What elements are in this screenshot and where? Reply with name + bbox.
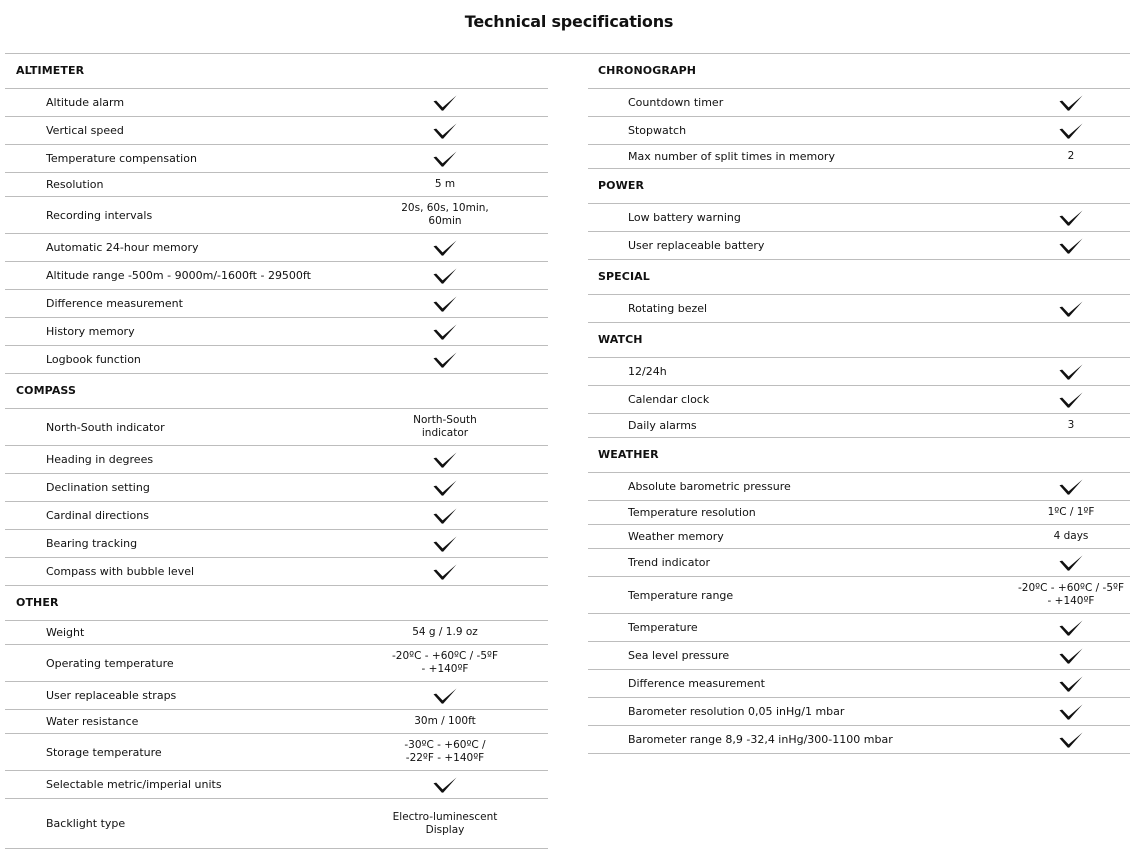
spec-row	[5, 346, 548, 374]
spec-value: 1ºC / 1ºF	[1047, 506, 1095, 518]
spec-value: 54 g / 1.9 oz	[412, 626, 478, 638]
spec-label: Daily alarms	[628, 419, 697, 432]
spec-value-check	[1016, 206, 1126, 230]
spec-label: Altitude alarm	[46, 96, 125, 109]
spec-value-check	[1016, 728, 1126, 752]
checkmark-icon	[433, 688, 457, 704]
spec-value: 4 days	[1053, 530, 1089, 542]
spec-row	[5, 771, 548, 799]
spec-label: Weight	[46, 626, 85, 639]
spec-row	[588, 358, 1130, 386]
spec-row	[5, 530, 548, 558]
spec-value-check	[390, 773, 500, 797]
checkmark-icon	[433, 95, 457, 111]
spec-value-check	[1016, 475, 1126, 499]
section-title: OTHER	[16, 595, 59, 609]
right-spec-column	[588, 54, 1130, 754]
left-spec-column	[5, 54, 548, 849]
spec-row	[588, 89, 1130, 117]
section-title: WEATHER	[598, 447, 659, 461]
checkmark-icon	[433, 240, 457, 256]
checkmark-icon	[433, 123, 457, 139]
spec-row	[5, 710, 548, 734]
spec-label: Resolution	[46, 178, 104, 191]
checkmark-icon	[433, 268, 457, 284]
checkmark-icon	[1059, 210, 1083, 226]
spec-row	[5, 234, 548, 262]
spec-label: Operating temperature	[46, 656, 174, 670]
spec-label: Recording intervals	[46, 208, 153, 222]
spec-row	[588, 525, 1130, 549]
spec-value: 30m / 100ft	[414, 715, 476, 727]
spec-value-check	[1016, 551, 1126, 575]
spec-row	[5, 89, 548, 117]
spec-value-check	[1016, 297, 1126, 321]
spec-value-check	[390, 684, 500, 708]
checkmark-icon	[1059, 238, 1083, 254]
spec-value-check	[390, 292, 500, 316]
checkmark-icon	[433, 480, 457, 496]
spec-row	[588, 414, 1130, 438]
spec-row	[5, 474, 548, 502]
spec-label: Heading in degrees	[46, 453, 154, 466]
spec-label: Vertical speed	[46, 124, 124, 137]
spec-label: Countdown timer	[628, 96, 724, 109]
spec-label: Barometer range 8,9 -32,4 inHg/300-1100 mbar	[628, 733, 893, 746]
section-header-weather	[588, 438, 1130, 473]
checkmark-icon	[1059, 555, 1083, 571]
checkmark-icon	[1059, 301, 1083, 317]
section-header-other	[5, 586, 548, 621]
spec-value: 5 m	[434, 178, 456, 190]
spec-label: Altitude range -500m - 9000m/-1600ft - 29500ft	[46, 269, 311, 282]
spec-value-check	[390, 320, 500, 344]
spec-row	[5, 290, 548, 318]
spec-row	[588, 642, 1130, 670]
spec-row	[5, 197, 548, 234]
spec-value-check	[390, 147, 500, 171]
spec-row	[5, 621, 548, 645]
spec-label: Difference measurement	[628, 677, 765, 690]
section-title: COMPASS	[16, 383, 76, 397]
spec-label: Barometer resolution 0,05 inHg/1 mbar	[628, 705, 845, 718]
spec-label: Bearing tracking	[46, 537, 138, 550]
spec-label: Rotating bezel	[628, 302, 708, 315]
spec-value-check	[390, 119, 500, 143]
spec-row	[588, 117, 1130, 145]
section-header-altimeter	[5, 54, 548, 89]
checkmark-icon	[1059, 648, 1083, 664]
checkmark-icon	[433, 536, 457, 552]
spec-row	[5, 262, 548, 290]
spec-label: Logbook function	[46, 353, 141, 366]
spec-value-check	[390, 560, 500, 584]
section-header-chronograph	[588, 54, 1130, 89]
checkmark-icon	[433, 151, 457, 167]
section-title: POWER	[598, 178, 645, 192]
spec-label: Storage temperature	[46, 745, 162, 759]
spec-row	[588, 295, 1130, 323]
spec-value: -30ºC - +60ºC / -22ºF - +140ºF	[404, 739, 486, 764]
checkmark-icon	[1059, 676, 1083, 692]
spec-value-check	[390, 91, 500, 115]
spec-value-check	[1016, 360, 1126, 384]
checkmark-icon	[433, 296, 457, 312]
spec-row	[588, 232, 1130, 260]
spec-row	[588, 501, 1130, 525]
spec-value: 20s, 60s, 10min, 60min	[401, 202, 489, 227]
spec-value-check	[390, 236, 500, 260]
spec-row	[5, 318, 548, 346]
spec-value-check	[390, 448, 500, 472]
spec-label: Max number of split times in memory	[628, 150, 835, 163]
spec-value-check	[1016, 672, 1126, 696]
spec-value: North-South indicator	[413, 414, 477, 439]
spec-label: Temperature	[628, 621, 698, 634]
checkmark-icon	[1059, 392, 1083, 408]
spec-label: Difference measurement	[46, 297, 183, 310]
spec-value: Electro-luminescent Display	[392, 810, 498, 836]
spec-label: History memory	[46, 325, 135, 338]
checkmark-icon	[1059, 123, 1083, 139]
checkmark-icon	[1059, 704, 1083, 720]
section-title: WATCH	[598, 332, 643, 346]
checkmark-icon	[1059, 732, 1083, 748]
spec-row	[5, 645, 548, 682]
spec-row	[588, 698, 1130, 726]
spec-value-check	[390, 504, 500, 528]
spec-row	[588, 386, 1130, 414]
spec-row	[5, 799, 548, 849]
spec-value-check	[390, 476, 500, 500]
checkmark-icon	[433, 564, 457, 580]
spec-value-check	[1016, 616, 1126, 640]
section-title: ALTIMETER	[16, 63, 85, 77]
spec-row	[5, 682, 548, 710]
spec-value-check	[1016, 700, 1126, 724]
spec-row	[5, 446, 548, 474]
spec-label: Temperature compensation	[46, 152, 197, 165]
spec-row	[5, 145, 548, 173]
spec-value-check	[390, 532, 500, 556]
spec-label: Water resistance	[46, 715, 139, 728]
section-header-special	[588, 260, 1130, 295]
page-title: Technical specifications	[464, 12, 674, 31]
spec-row	[588, 577, 1130, 614]
spec-row	[5, 173, 548, 197]
section-header-compass	[5, 374, 548, 409]
spec-label: Cardinal directions	[46, 509, 149, 522]
spec-label: 12/24h	[628, 365, 667, 378]
spec-label: Backlight type	[46, 817, 126, 830]
spec-row	[588, 726, 1130, 754]
section-title: CHRONOGRAPH	[598, 63, 697, 77]
checkmark-icon	[1059, 364, 1083, 380]
checkmark-icon	[433, 324, 457, 340]
spec-label: Selectable metric/imperial units	[46, 778, 222, 791]
spec-label: Declination setting	[46, 481, 150, 494]
checkmark-icon	[433, 452, 457, 468]
spec-row	[588, 204, 1130, 232]
spec-value-check	[1016, 234, 1126, 258]
spec-row	[588, 614, 1130, 642]
spec-label: Calendar clock	[628, 393, 710, 406]
spec-label: Temperature resolution	[628, 506, 756, 519]
spec-value: 3	[1067, 419, 1075, 431]
spec-value-check	[390, 264, 500, 288]
checkmark-icon	[433, 352, 457, 368]
checkmark-icon	[433, 777, 457, 793]
spec-label: North-South indicator	[46, 420, 165, 434]
spec-row	[5, 117, 548, 145]
spec-row	[588, 670, 1130, 698]
spec-value: -20ºC - +60ºC / -5ºF - +140ºF	[1018, 582, 1124, 607]
spec-row	[588, 549, 1130, 577]
spec-label: Weather memory	[628, 530, 724, 543]
spec-row	[5, 502, 548, 530]
spec-label: Low battery warning	[628, 211, 741, 224]
spec-row	[588, 473, 1130, 501]
checkmark-icon	[1059, 620, 1083, 636]
spec-value-check	[1016, 388, 1126, 412]
checkmark-icon	[1059, 95, 1083, 111]
spec-row	[5, 558, 548, 586]
spec-value: -20ºC - +60ºC / -5ºF - +140ºF	[392, 650, 498, 675]
section-header-watch	[588, 323, 1130, 358]
spec-value-check	[1016, 91, 1126, 115]
spec-label: Compass with bubble level	[46, 565, 195, 578]
spec-label: User replaceable straps	[46, 689, 177, 702]
spec-value-check	[1016, 644, 1126, 668]
checkmark-icon	[433, 508, 457, 524]
spec-label: User replaceable battery	[628, 239, 765, 252]
spec-label: Trend indicator	[628, 556, 711, 569]
spec-label: Temperature range	[628, 588, 734, 602]
spec-row	[588, 145, 1130, 169]
spec-value-check	[390, 348, 500, 372]
spec-value-check	[1016, 119, 1126, 143]
section-header-power	[588, 169, 1130, 204]
checkmark-icon	[1059, 479, 1083, 495]
spec-label: Absolute barometric pressure	[628, 480, 791, 493]
spec-row	[5, 409, 548, 446]
section-title: SPECIAL	[598, 269, 650, 283]
spec-label: Automatic 24-hour memory	[46, 241, 199, 254]
spec-value: 2	[1067, 150, 1075, 162]
spec-row	[5, 734, 548, 771]
spec-label: Stopwatch	[628, 124, 687, 137]
spec-label: Sea level pressure	[628, 649, 730, 662]
